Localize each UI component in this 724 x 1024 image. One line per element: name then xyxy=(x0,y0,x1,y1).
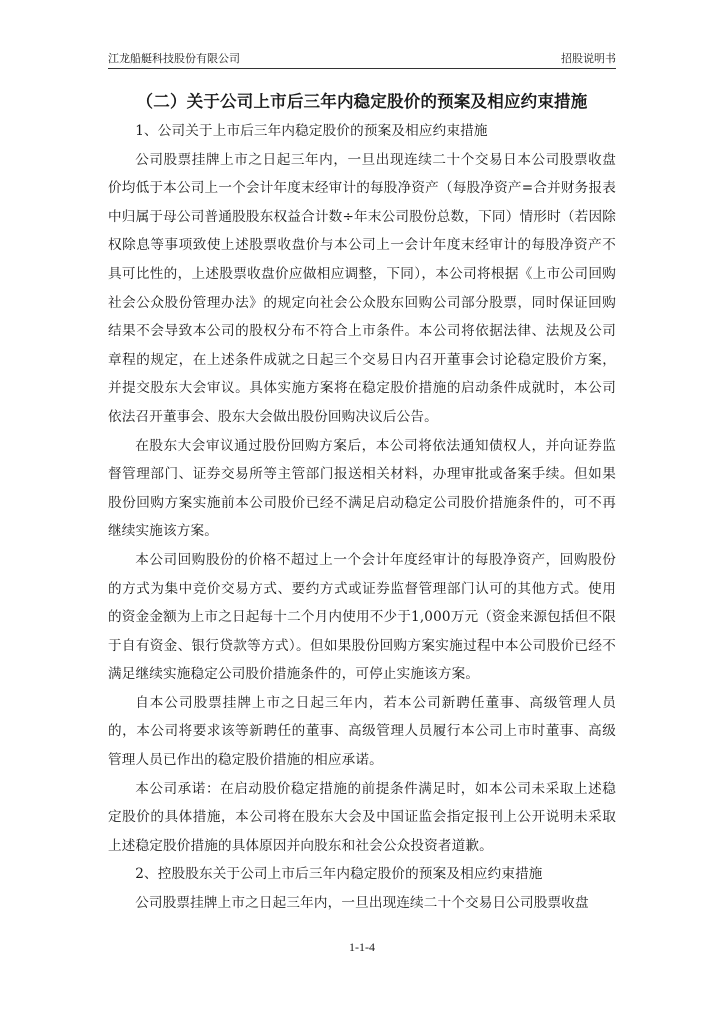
page-number: 1-1-4 xyxy=(349,940,375,954)
paragraph: 本公司承诺：在启动股价稳定措施的前提条件满足时，如本公司未采取上述稳定股价的具体措施，本公司将在股东大会及中国证监会指定报刊上公开说明未采取上述稳定股价措施的具体原因并向股东和社会公众投资者道歉。 xyxy=(108,780,616,854)
subsection-heading-company: 1、公司关于上市后三年内稳定股价的预案及相应约束措施 xyxy=(135,123,488,139)
paragraph: 公司股票挂牌上市之日起三年内，一旦出现连续二十个交易日公司股票收盘 xyxy=(135,895,589,912)
subsection-heading-controlling-shareholder: 2、控股股东关于公司上市后三年内稳定股价的预案及相应约束措施 xyxy=(135,866,543,883)
section-title: （二）关于公司上市后三年内稳定股价的预案及相应约束措施 xyxy=(136,92,588,111)
paragraph: 在股东大会审议通过股份回购方案后，本公司将依法通知债权人，并向证券监督管理部门、证券交易所等主管部门报送相关材料，办理审批或备案手续。但如果股份回购方案实施前本公司股价已经不满足启动稳定公司股价措施条件的，可不再继续实施该方案。 xyxy=(108,437,616,540)
header-company-name: 江龙船艇科技股份有限公司 xyxy=(108,52,240,65)
paragraph: 自本公司股票挂牌上市之日起三年内，若本公司新聘任董事、高级管理人员的，本公司将要求该等新聘任的董事、高级管理人员履行本公司上市时董事、高级管理人员已作出的稳定股价措施的相应承诺。 xyxy=(108,694,616,769)
paragraph: 本公司回购股份的价格不超过上一个会计年度经审计的每股净资产，回购股份的方式为集中竞价交易方式、要约方式或证券监督管理部门认可的其他方式。使用的资金金额为上市之日起每十二个月内使用不少于1,000万元（资金来源包括但不限于自有资金、银行贷款等方式）。但如果股份回购方案实施过程中本公司股价已经不满足继续实施稳定公司股价措施条件的，可停止实施该方案。 xyxy=(108,551,616,683)
page-header xyxy=(108,50,616,69)
header-document-type: 招股说明书 xyxy=(561,52,616,65)
paragraph: 公司股票挂牌上市之日起三年内，一旦出现连续二十个交易日本公司股票收盘价均低于本公司上一个会计年度末经审计的每股净资产（每股净资产=合并财务报表中归属于母公司普通股股东权益合计数÷年末公司股份总数，下同）情形时（若因除权除息等事项致使上述股票收盘价与本公司上一会计年度末经审计的每股净资产不具可比性的，上述股票收盘价应做相应调整，下同），本公司将根据《上市公司回购社会公众股份管理办法》的规定向社会公众股东回购公司部分股票，同时保证回购结果不会导致本公司的股权分布不符合上市条件。本公司将依据法律、法规及公司章程的规定，在上述条件成就之日起三个交易日内召开董事会讨论稳定股价方案，并提交股东大会审议。具体实施方案将在稳定股价措施的启动条件成就时，本公司依法召开董事会、股东大会做出股份回购决议后公告。 xyxy=(108,151,616,425)
document-body xyxy=(108,117,616,918)
